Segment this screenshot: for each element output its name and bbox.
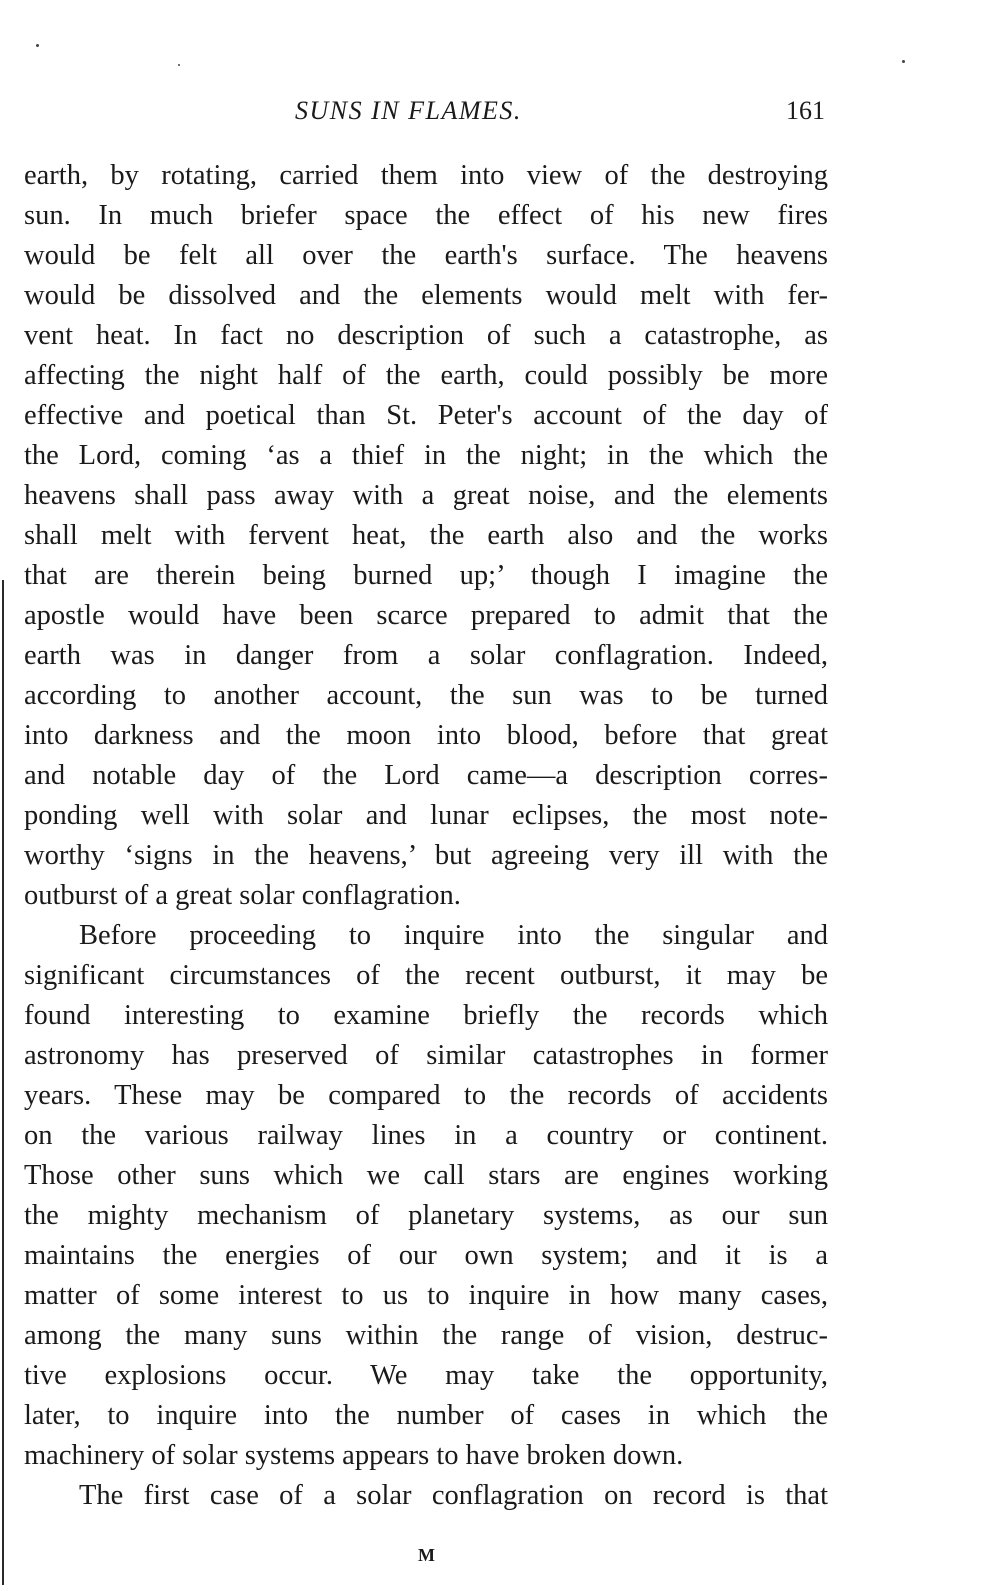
page-header xyxy=(0,96,1000,136)
text-line: years. These may be compared to the records of accidents xyxy=(24,1080,828,1111)
text-line: earth, by rotating, carried them into view of the destroying xyxy=(24,160,828,191)
text-line: the mighty mechanism of planetary systems, as our sun xyxy=(24,1200,828,1231)
text-line: maintains the energies of our own system; and it is a xyxy=(24,1240,828,1271)
text-line: on the various railway lines in a country or continent. xyxy=(24,1120,828,1151)
text-line: later, to inquire into the number of cases in which the xyxy=(24,1400,828,1431)
text-line: found interesting to examine briefly the records which xyxy=(24,1000,828,1031)
signature-mark: M xyxy=(418,1545,435,1565)
text-line: affecting the night half of the earth, could possibly be more xyxy=(24,360,828,391)
text-line: outburst of a great solar conflagration. xyxy=(24,880,461,911)
text-line: would be felt all over the earth's surface. The heavens xyxy=(24,240,828,271)
text-line: heavens shall pass away with a great noise, and the elements xyxy=(24,480,828,511)
text-line: that are therein being burned up;’ though I imagine the xyxy=(24,560,828,591)
text-line: Those other suns which we call stars are engines working xyxy=(24,1160,828,1191)
text-line: tive explosions occur. We may take the opportunity, xyxy=(24,1360,828,1391)
text-line: ponding well with solar and lunar eclipses, the most note- xyxy=(24,800,828,831)
text-line: astronomy has preserved of similar catastrophes in former xyxy=(24,1040,828,1071)
page-number: 161 xyxy=(786,96,825,125)
text-line: earth was in danger from a solar conflagration. Indeed, xyxy=(24,640,828,671)
scan-speck xyxy=(902,60,905,63)
text-line: sun. In much briefer space the effect of his new fires xyxy=(24,200,828,231)
scan-speck xyxy=(178,64,180,66)
text-line: would be dissolved and the elements would melt with fer- xyxy=(24,280,828,311)
text-line: apostle would have been scarce prepared to admit that the xyxy=(24,600,828,631)
text-line: significant circumstances of the recent outburst, it may be xyxy=(24,960,828,991)
text-line: and notable day of the Lord came—a description corres- xyxy=(24,760,828,791)
scan-speck xyxy=(36,44,39,47)
text-line: among the many suns within the range of vision, destruc- xyxy=(24,1320,828,1351)
text-line: the Lord, coming ‘as a thief in the night; in the which the xyxy=(24,440,828,471)
text-line: worthy ‘signs in the heavens,’ but agreeing very ill with the xyxy=(24,840,828,871)
scan-margin-edge xyxy=(2,580,4,1585)
text-line: vent heat. In fact no description of such a catastrophe, as xyxy=(24,320,828,351)
running-title: SUNS IN FLAMES. xyxy=(295,96,522,125)
text-line: according to another account, the sun was to be turned xyxy=(24,680,828,711)
text-line: shall melt with fervent heat, the earth also and the works xyxy=(24,520,828,551)
text-line: Before proceeding to inquire into the singular and xyxy=(79,920,828,951)
text-line: The first case of a solar conflagration on record is that xyxy=(79,1480,828,1511)
text-line: effective and poetical than St. Peter's account of the day of xyxy=(24,400,828,431)
text-line: into darkness and the moon into blood, before that great xyxy=(24,720,828,751)
text-line: matter of some interest to us to inquire in how many cases, xyxy=(24,1280,828,1311)
text-line: machinery of solar systems appears to have broken down. xyxy=(24,1440,684,1471)
body-text xyxy=(24,156,828,1516)
